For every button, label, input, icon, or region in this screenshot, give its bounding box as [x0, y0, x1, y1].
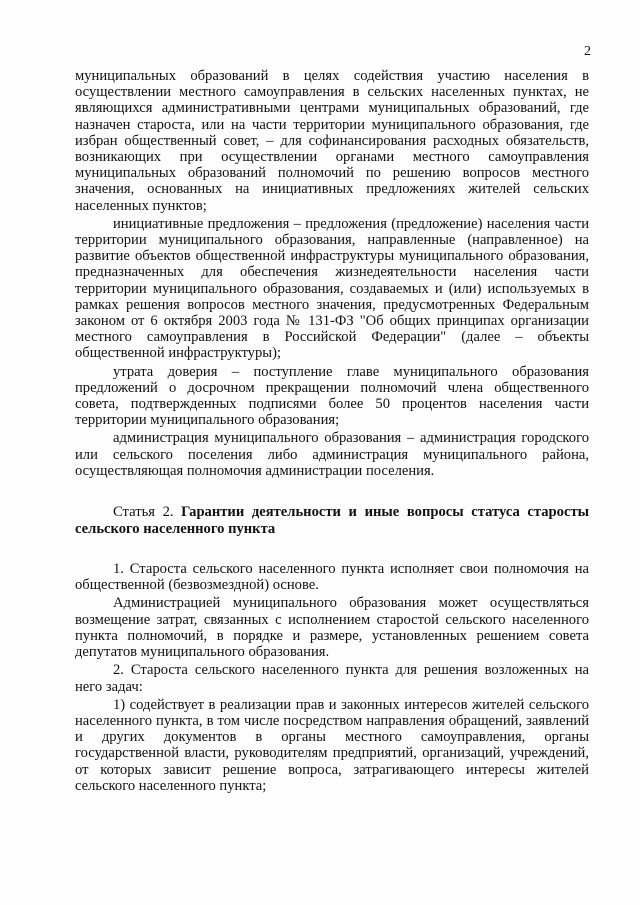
paragraph-definition-continuation: муниципальных образований в целях содействия участию населения в осуществлении местного самоуправления в сельских населенных пунктах, не являющихся административными центрами муниципальных образований, где назначен староста, или на части территории муниципального образования, где избран общественный совет, – для софинансирования расходных обязательств, возникающих при осуществлении органами местного самоуправления муниципальных образований полномочий по решению вопросов местного значения, основанных на инициативных предложениях жителей сельских населенных пунктов;: [75, 68, 589, 214]
paragraph-definition-administration: администрация муниципального образования – администрация городского или сельского поселения либо администрация муниципального района, осуществляющая полномочия администрации поселения.: [75, 430, 589, 479]
article-prefix: Статья 2.: [113, 504, 182, 521]
paragraph-expense-reimbursement: Администрацией муниципального образования может осуществляться возмещение затрат, связанных с исполнением старостой сельского населенного пункта полномочий, в порядке и размере, установленных решением совета депутатов муниципального образования.: [75, 595, 589, 661]
paragraph-point-1: 1. Староста сельского населенного пункта исполняет свои полномочия на общественной (безвозмездной) основе.: [75, 561, 589, 594]
document-body: [75, 68, 589, 796]
article-title: Гарантии деятельности и иные вопросы статуса старосты сельского населенного пункта: [75, 504, 590, 538]
paragraph-definition-initiative: инициативные предложения – предложения (предложение) населения части территории муниципального образования, направленные (направленное) на развитие объектов общественной инфраструктуры муниципального образования, предназначенных для обеспечения жизнедеятельности населения части территории муниципального образования, создаваемых и (или) используемых в рамках решения вопросов местного значения, предусмотренных Федеральным законом от 6 октября 2003 года № 131-ФЗ "Об общих принципах организации местного самоуправления в Российской Федерации" (далее – объекты общественной инфраструктуры);: [75, 215, 589, 362]
paragraph-subpoint-1: 1) содействует в реализации прав и законных интересов жителей сельского населенного пункта, в том числе посредством направления обращений, заявлений и других документов в органы местного самоуправления, органы государственной власти, руководителям предприятий, организаций, учреждений, от которых зависит решение вопроса, затрагивающего интересы жителей сельского населенного пункта;: [75, 696, 589, 794]
paragraph-definition-loss-of-trust: утрата доверия – поступление главе муниципального образования предложений о досрочном прекращении полномочий члена общественного совета, подтвержденных подписями более 50 процентов населения части территории муниципального образования;: [75, 363, 589, 429]
page-number: 2: [584, 44, 591, 59]
article-heading: [75, 504, 589, 538]
paragraph-point-2: 2. Староста сельского населенного пункта для решения возложенных на него задач:: [75, 662, 589, 695]
